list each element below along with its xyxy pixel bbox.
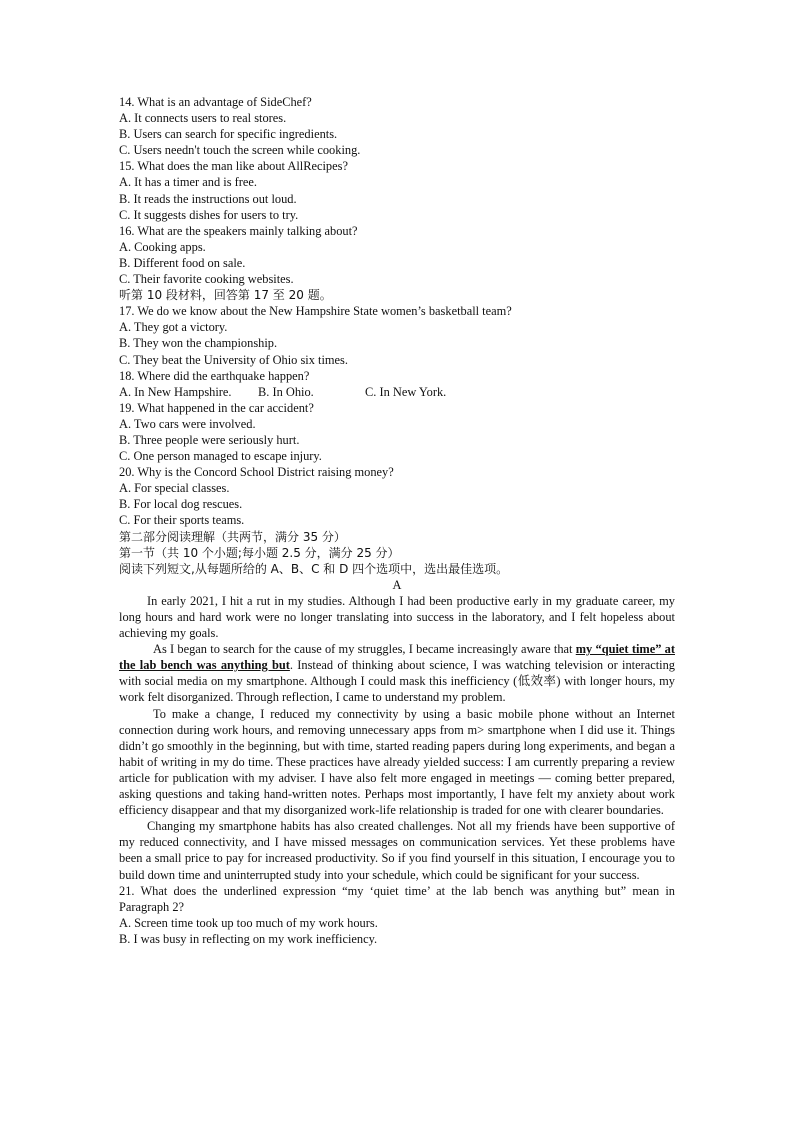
question-21-stem: 21. What does the underlined expression “my ‘quiet time’ at the lab bench was anything but” mean in Paragraph 2? xyxy=(119,883,675,914)
exam-page xyxy=(119,94,675,947)
passage-paragraph-3: To make a change, I reduced my connectivity by using a basic mobile phone without an Internet connection during work hours, and removing unnecessary apps from m> smartphone when I did use it. Things didn’t go smoothly in the beginning, but with time, started reading papers during long experiments, and began a habit of writing in my do time. These practices have already yielded success: I am currently preparing a review article for publication with my adviser. I have also felt more engaged in meetings — coming better prepared, asking questions and taking hand-written notes. Perhaps most importantly, I have felt my anxiety about work efficiency disappear and that my disorganized work-life relationship is traded for one with clearer boundaries. xyxy=(119,706,675,818)
section-10-instruction: 听第 10 段材料，回答第 17 至 20 题。 xyxy=(119,288,332,303)
paragraph-2-text-end: . Instead of thinking about science, I was watching television or interacting with social media on my smartphone. Although I could mask this inefficiency (低效率) with longer hours, my work felt disorganized. Through reflection, I came to understand my problem. xyxy=(119,658,675,705)
question-14-option-a: A. It connects users to real stores. xyxy=(119,111,287,126)
question-18-option-a: A. In New Hampshire. xyxy=(119,384,232,399)
question-19-option-a: A. Two cars were involved. xyxy=(119,416,256,431)
question-20-option-b: B. For local dog rescues. xyxy=(119,497,243,512)
passage-paragraph-4: Changing my smartphone habits has also created challenges. Not all my friends have been supportive of my reduced connectivity, and I have missed messages on communication services. Yet these problems have been a small price to pay for increased productivity. So if you find yourself in this situation, I encourage you to build down time and uninterrupted study into your schedule, which could be significant for your success. xyxy=(119,819,675,882)
question-20-stem: 20. Why is the Concord School District raising money? xyxy=(119,465,394,480)
reading-part-title: 第二部分阅读理解（共两节，满分 35 分） xyxy=(119,529,346,544)
question-15-stem: 15. What does the man like about AllRecipes? xyxy=(119,159,348,174)
question-18-option-c: C. In New York. xyxy=(365,384,447,399)
question-21-option-b: B. I was busy in reflecting on my work inefficiency. xyxy=(119,931,378,946)
question-14-stem: 14. What is an advantage of SideChef? xyxy=(119,95,312,109)
question-21-option-a: A. Screen time took up too much of my work hours. xyxy=(119,915,378,930)
question-16-stem: 16. What are the speakers mainly talking about? xyxy=(119,223,358,238)
question-19-stem: 19. What happened in the car accident? xyxy=(119,400,314,415)
question-15-option-b: B. It reads the instructions out loud. xyxy=(119,191,297,206)
question-18-option-b: B. In Ohio. xyxy=(258,384,314,399)
question-17-stem: 17. We do we know about the New Hampshire State women’s basketball team? xyxy=(119,304,512,319)
question-16-option-c: C. Their favorite cooking websites. xyxy=(119,272,294,287)
question-14-option-b: B. Users can search for specific ingredients. xyxy=(119,127,338,142)
passage-paragraph-2 xyxy=(119,641,675,705)
question-20-option-a: A. For special classes. xyxy=(119,481,230,496)
passage-paragraph-1: In early 2021, I hit a rut in my studies. Although I had been productive early in my graduate career, my long hours and hard work were no longer translating into success in the laboratory, and I felt hopeless about achieving my goals. xyxy=(119,593,675,641)
question-18-options xyxy=(119,384,675,400)
question-17-option-b: B. They won the championship. xyxy=(119,336,278,351)
question-16-option-a: A. Cooking apps. xyxy=(119,239,206,254)
question-15-option-c: C. It suggests dishes for users to try. xyxy=(119,207,299,222)
question-20-option-c: C. For their sports teams. xyxy=(119,513,245,528)
question-14-option-c: C. Users needn't touch the screen while cooking. xyxy=(119,143,361,158)
paragraph-2-text-start: As I began to search for the cause of my struggles, I became increasingly aware that xyxy=(153,642,576,657)
question-15-option-a: A. It has a timer and is free. xyxy=(119,175,257,190)
question-19-option-b: B. Three people were seriously hurt. xyxy=(119,432,300,447)
question-16-option-b: B. Different food on sale. xyxy=(119,255,246,270)
question-19-option-c: C. One person managed to escape injury. xyxy=(119,449,322,464)
question-17-option-a: A. They got a victory. xyxy=(119,320,228,335)
reading-instruction: 阅读下列短文,从每题所给的 A、B、C 和 D 四个选项中，选出最佳选项。 xyxy=(119,561,509,576)
passage-label: A xyxy=(392,577,402,592)
underlined-expression: my “quiet time” at the lab bench was anything but xyxy=(119,642,675,673)
question-18-stem: 18. Where did the earthquake happen? xyxy=(119,368,310,383)
question-17-option-c: C. They beat the University of Ohio six times. xyxy=(119,352,348,367)
reading-section-title: 第一节（共 10 个小题;每小题 2.5 分，满分 25 分） xyxy=(119,545,400,560)
